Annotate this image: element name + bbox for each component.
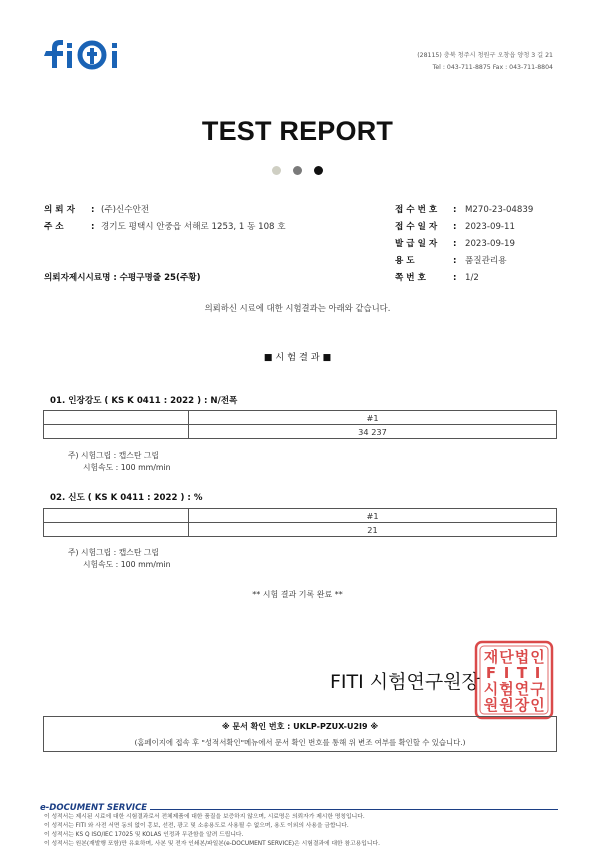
seal-char: 인	[530, 648, 545, 666]
seal-char: 원	[499, 696, 514, 714]
confirm-number: ※ 문서 확인 번호 : UKLP-PZUX-U2I9 ※	[221, 722, 379, 731]
result-value: 34 237	[189, 425, 557, 439]
colon: :	[453, 205, 457, 215]
column-header: #1	[189, 411, 557, 425]
note-grip: 주) 시험그립 : 캡스탄 그립	[68, 451, 159, 460]
fine-line: 이 성적서는 원본(재발행 포함)만 유효하며, 사본 및 전자 인쇄본/파일본(e-DOCUMENT SERVICE)은 시험결과에 대한 참고용입니다.	[44, 841, 380, 847]
note-speed: 시험속도 : 100 mm/min	[83, 463, 171, 472]
confirm-instructions: (홈페이지에 접속 후 "성적서확인"메뉴에서 문서 확인 번호를 통해 위 변조 여부를 확인할 수 있습니다.)	[134, 738, 466, 747]
client-label: 의 뢰 자	[44, 205, 75, 215]
note-speed: 시험속도 : 100 mm/min	[83, 560, 171, 569]
dot-mid	[293, 166, 302, 175]
colon: :	[453, 273, 457, 283]
table-row	[44, 523, 557, 537]
sample-label: 의뢰자제시시료명 :	[44, 273, 117, 283]
test-2-notes	[68, 547, 171, 571]
seal-char: 재	[483, 648, 499, 666]
dot-dark	[314, 166, 323, 175]
test-2-table	[43, 508, 557, 537]
fiti-logo	[44, 34, 136, 70]
page-no-label: 쪽 번 호	[395, 273, 426, 283]
receipt-no-value: M270-23-04839	[465, 205, 534, 215]
sample-value: 수평구명줄 25(주황)	[119, 273, 201, 283]
note-grip: 주) 시험그립 : 캡스탄 그립	[68, 548, 159, 557]
seal-char: 시	[483, 680, 499, 698]
purpose-label: 용 도	[395, 256, 415, 266]
address-label: 주 소	[44, 222, 64, 232]
colon: :	[91, 205, 95, 215]
fine-line: 이 성적서는 FITI 와 사전 서면 동의 없이 홍보, 선전, 광고 및 소송용도로 사용될 수 없으며, 용도 이외의 사용을 금합니다.	[44, 823, 349, 829]
intro-text: 의뢰하신 시료에 대한 시험결과는 아래와 같습니다.	[204, 303, 391, 313]
report-title: TEST REPORT	[201, 116, 394, 146]
contact-line: Tel : 043-711-8875 Fax : 043-711-8804	[432, 64, 553, 71]
page-no-value: 1/2	[465, 273, 479, 283]
receipt-date-value: 2023-09-11	[465, 222, 515, 232]
seal-char: F	[485, 664, 497, 682]
seal-char: I	[503, 664, 510, 682]
colon: :	[91, 222, 95, 232]
column-header: #1	[189, 509, 557, 523]
seal-char: 법	[514, 648, 530, 666]
colon: :	[453, 222, 457, 232]
table-cell-empty	[44, 411, 189, 425]
official-seal	[474, 640, 554, 720]
fine-line: 이 성적서는 제시된 시료에 대한 시험결과로서 전체제품에 대한 품질을 보증하지 않으며, 시료명은 의뢰자가 제시한 명칭입니다.	[44, 814, 365, 820]
address-value: 경기도 평택시 안중읍 서해로 1253, 1 동 108 호	[101, 222, 286, 232]
table-row	[44, 411, 557, 425]
seal-char: 구	[530, 680, 545, 698]
table-cell-empty	[44, 523, 189, 537]
test-1-table	[43, 410, 557, 439]
seal-char: I	[534, 664, 541, 682]
end-text: ** 시험 결과 기록 완료 **	[252, 590, 343, 599]
edoc-title: e-DOCUMENT SERVICE	[40, 803, 148, 813]
document-confirm-box	[43, 716, 557, 752]
sample-field	[44, 273, 201, 284]
test-1-heading: 01. 인장강도 ( KS K 0411 : 2022 ) : N/전폭	[50, 396, 238, 406]
receipt-date-field	[395, 222, 515, 233]
seal-char: T	[516, 664, 528, 682]
table-row	[44, 509, 557, 523]
fine-print	[44, 813, 380, 849]
test-1-notes	[68, 450, 171, 474]
colon: :	[453, 239, 457, 249]
issue-date-value: 2023-09-19	[465, 239, 515, 249]
seal-char: 단	[499, 648, 514, 666]
result-heading: ■ 시 험 결 과 ■	[263, 352, 332, 363]
issue-date-field	[395, 239, 515, 250]
title-dots	[0, 166, 595, 175]
address-line: (28115) 충북 청주시 청원구 오창읍 양청 3 길 21	[417, 52, 553, 59]
edoc-divider	[150, 809, 558, 810]
table-cell-empty	[44, 425, 189, 439]
signature: FITI 시험연구원장	[330, 671, 480, 693]
receipt-no-label: 접 수 번 호	[395, 205, 438, 215]
seal-char: 인	[530, 696, 545, 714]
test-2-heading: 02. 신도 ( KS K 0411 : 2022 ) : %	[50, 493, 203, 503]
result-value: 21	[189, 523, 557, 537]
receipt-date-label: 접 수 일 자	[395, 222, 438, 232]
header-address	[417, 50, 553, 74]
purpose-field	[395, 256, 507, 267]
client-value: (주)신수안전	[101, 205, 150, 215]
issue-date-label: 발 급 일 자	[395, 239, 438, 249]
seal-char: 연	[514, 680, 530, 698]
fine-line: 이 성적서는 KS Q ISO/IEC 17025 및 KOLAS 인정과 무관함을 알려 드립니다.	[44, 832, 244, 838]
seal-char: 원	[483, 696, 499, 714]
purpose-value: 품질관리용	[465, 256, 507, 266]
page-no-field	[395, 273, 479, 284]
dot-light	[272, 166, 281, 175]
table-row	[44, 425, 557, 439]
table-cell-empty	[44, 509, 189, 523]
receipt-no-field	[395, 205, 533, 216]
seal-char: 험	[499, 680, 514, 698]
client-field	[44, 205, 149, 216]
address-field	[44, 222, 286, 233]
colon: :	[453, 256, 457, 266]
seal-char: 장	[514, 696, 530, 714]
